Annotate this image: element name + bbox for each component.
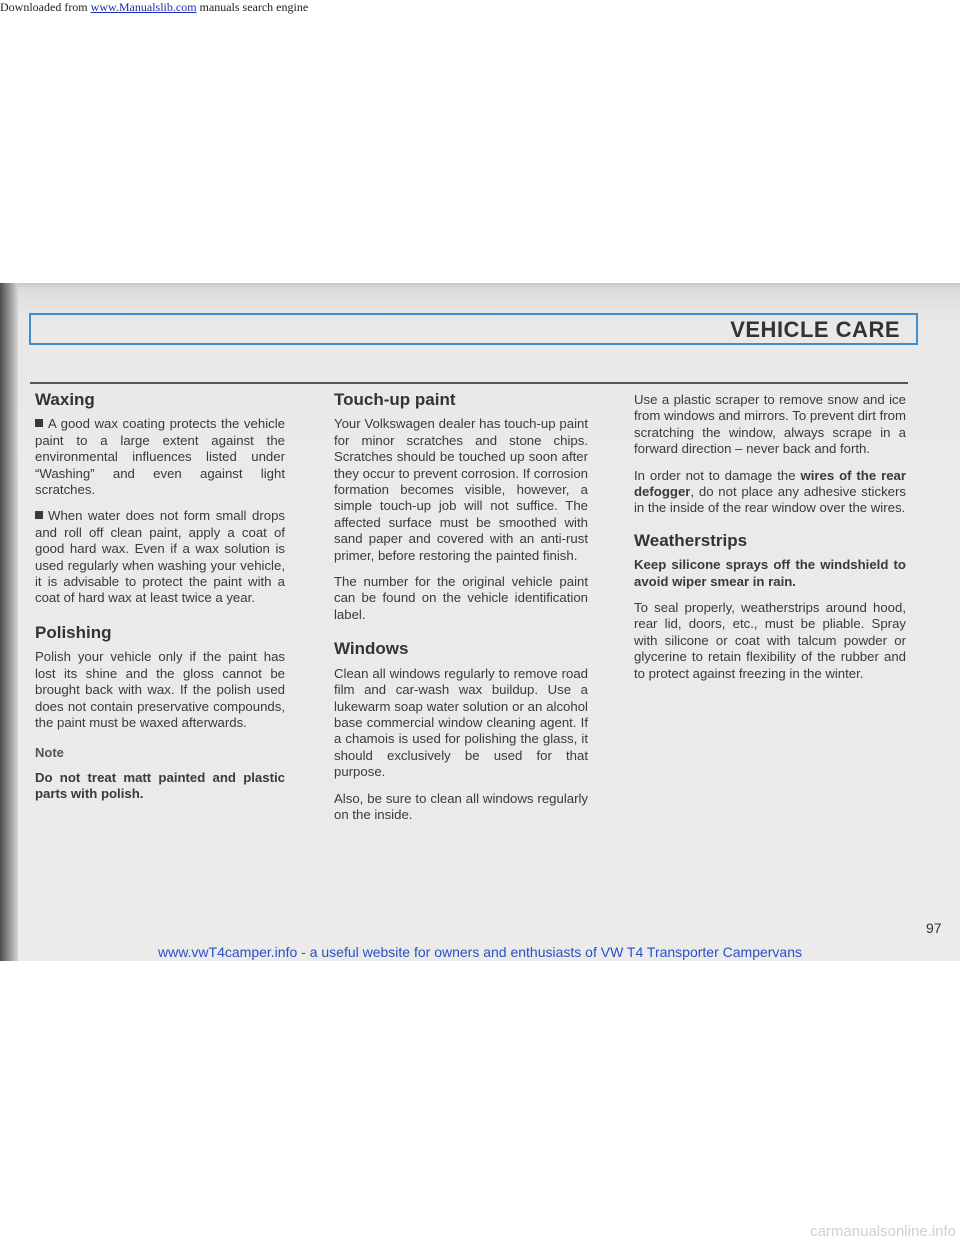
download-suffix: manuals search engine [196,0,309,14]
scraper-paragraph: Use a plastic scraper to remove snow and ice from windows and mirrors. To prevent dirt from scratching the window, always scrape in a forward direction – never back and forth. [634,392,906,457]
bullet-square-icon [35,419,43,427]
waxing-text-2: When water does not form small drops and roll off clean paint, apply a coat of good hard wax. Even if a wax solution is used regularly when washing your vehicle, it is advisable to protect the paint with a coat of hard wax at least twice a year. [35,508,285,606]
section-header-box [29,313,918,345]
waxing-text-1: A good wax coating protects the vehicle paint to a large extent against the environmental influences listed under “Washing” and even against light scratches. [35,416,285,498]
download-prefix: Downloaded from [0,0,91,14]
touchup-paragraph-1: Your Volkswagen dealer has touch-up paint for minor scratches and stone chips. Scratches should be touched up soon after they occur to prevent corrosion. If corrosion formation becomes visible, however, a simple touch-up job will not suffice. The affected surface must be smoothed with sand paper and covered with an anti-rust primer, before restoring the painted finish. [334,416,588,563]
waxing-heading: Waxing [35,390,95,409]
windows-heading: Windows [334,639,409,659]
defogger-paragraph [634,468,906,517]
watermark-logo: carmanualsonline.info [810,1223,956,1240]
header-rule [30,382,908,384]
bullet-square-icon [35,511,43,519]
windows-paragraph-1: Clean all windows regularly to remove road film and car-wash wax buildup. Use a lukewarm soap water solution or an alcohol base commercial window cleaning agent. If a chamois is used for polishing the glass, it should exclusively be used for that purpose. [334,665,588,780]
waxing-paragraph-1 [35,416,285,498]
column-middle [334,392,588,833]
manualslib-link[interactable]: www.Manualslib.com [90,0,197,14]
section-title: VEHICLE CARE [730,317,900,342]
weatherstrips-heading: Weatherstrips [634,530,748,550]
weatherstrips-warning: Keep silicone sprays off the windshield to avoid wiper smear in rain. [634,557,906,589]
polishing-paragraph: Polish your vehicle only if the paint has lost its shine and the gloss cannot be brought back with wax. If the polish used does not contain preservative compounds, the paint must be waxed afterwards. [35,649,285,730]
footer-website-line: www.vwT4camper.info - a useful website for owners and enthusiasts of VW T4 Transporter Campervans [157,944,803,960]
note-heading: Note [35,745,64,761]
touchup-heading: Touch-up paint [334,390,456,409]
polishing-heading: Polishing [35,622,112,642]
defogger-text-post: , do not place any adhesive stickers in the inside of the rear window over the wires. [634,484,906,516]
windows-paragraph-2: Also, be sure to clean all windows regularly on the inside. [334,790,588,822]
defogger-text-pre: In order not to damage the [634,467,801,483]
defogger-bold: wires of the rear defogger [634,467,907,500]
weatherstrips-paragraph: To seal properly, weatherstrips around hood, rear lid, doors, etc., must be pliable. Spray with silicone or coat with talcum powder or glycerine to retain flexibility of the rubber and to protect against freezing in the winter. [634,600,906,681]
note-text: Do not treat matt painted and plastic parts with polish. [35,769,285,802]
download-source-line [0,0,308,15]
waxing-paragraph-2 [35,508,285,606]
column-right [634,392,906,692]
column-left [35,392,285,813]
page-number: 97 [926,920,942,936]
touchup-paragraph-2: The number for the original vehicle paint can be found on the vehicle identification label. [334,574,588,622]
